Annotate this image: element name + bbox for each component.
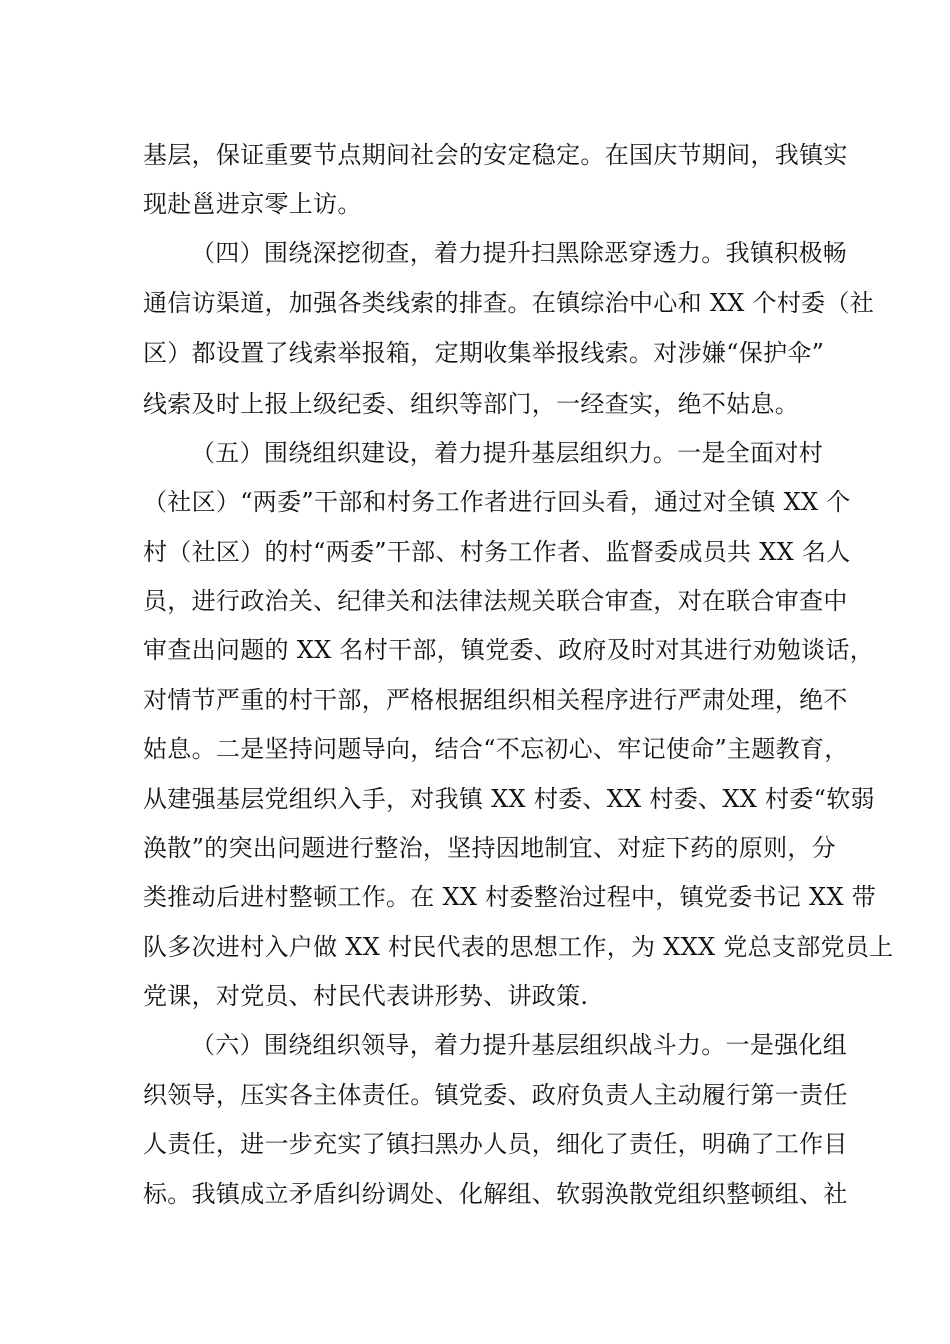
text-line: 人责任，进一步充实了镇扫黑办人员，细化了责任，明确了工作目 <box>143 1130 848 1158</box>
paragraph-start-line: （四）围绕深挖彻查，着力提升扫黑除恶穿透力。我镇积极畅 <box>191 239 848 267</box>
text-line: 类推动后进村整顿工作。在 XX 村委整治过程中，镇党委书记 XX 带 <box>143 883 877 911</box>
text-line: （社区）“两委”干部和村务工作者进行回头看，通过对全镇 XX 个 <box>143 488 851 516</box>
text-line: 队多次进村入户做 XX 村民代表的思想工作，为 XXX 党总支部党员上 <box>143 933 894 961</box>
text-line: 涣散”的突出问题进行整治，坚持因地制宜、对症下药的原则，分 <box>143 834 836 862</box>
text-line: 基层，保证重要节点期间社会的安定稳定。在国庆节期间，我镇实 <box>143 141 848 169</box>
text-line: 区）都设置了线索举报箱，定期收集举报线索。对涉嫌“保护伞” <box>143 339 825 367</box>
paragraph-start-line: （六）围绕组织领导，着力提升基层组织战斗力。一是强化组 <box>191 1031 848 1059</box>
text-line: 现赴邕进京零上访。 <box>143 190 362 218</box>
text-line: 审查出问题的 XX 名村干部，镇党委、政府及时对其进行劝勉谈话， <box>143 636 875 664</box>
text-line: 对情节严重的村干部，严格根据组织相关程序进行严肃处理，绝不 <box>143 686 848 714</box>
text-line: 党课，对党员、村民代表讲形势、讲政策. <box>143 982 589 1010</box>
text-line: 姑息。二是坚持问题导向，结合“不忘初心、牢记使命”主题教育， <box>143 735 849 763</box>
text-line: 员，进行政治关、纪律关和法律法规关联合审查，对在联合审查中 <box>143 587 848 615</box>
text-line: 通信访渠道，加强各类线索的排查。在镇综治中心和 XX 个村委（社 <box>143 289 875 317</box>
text-line: 线索及时上报上级纪委、组织等部门，一经查实，绝不姑息。 <box>143 390 800 418</box>
text-line: 从建强基层党组织入手，对我镇 XX 村委、XX 村委、XX 村委“软弱 <box>143 785 875 813</box>
text-line: 村（社区）的村“两委”干部、村务工作者、监督委成员共 XX 名人 <box>143 538 851 566</box>
paragraph-start-line: （五）围绕组织建设，着力提升基层组织力。一是全面对村 <box>191 439 823 467</box>
text-line: 织领导，压实各主体责任。镇党委、政府负责人主动履行第一责任 <box>143 1081 848 1109</box>
text-line: 标。我镇成立矛盾纠纷调处、化解组、软弱涣散党组织整顿组、社 <box>143 1180 848 1208</box>
